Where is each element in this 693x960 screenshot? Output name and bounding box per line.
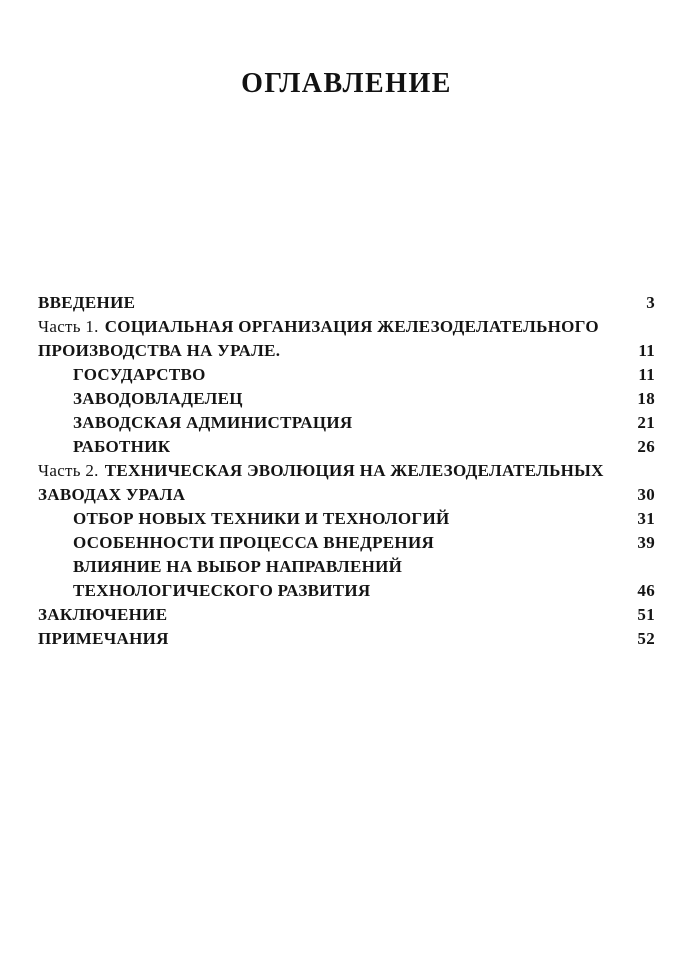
toc-entry-label: СОЦИАЛЬНАЯ ОРГАНИЗАЦИЯ ЖЕЛЕЗОДЕЛАТЕЛЬНОГО	[104, 317, 599, 336]
toc-entry-label: ОСОБЕННОСТИ ПРОЦЕССА ВНЕДРЕНИЯ	[73, 533, 435, 552]
toc-row	[38, 627, 655, 651]
toc-entry	[38, 315, 599, 339]
toc-entry-label: ТЕХНОЛОГИЧЕСКОГО РАЗВИТИЯ	[73, 581, 371, 600]
toc-row	[38, 531, 655, 555]
toc-entry	[73, 387, 243, 411]
toc-entry-label: ЗАВОДОВЛАДЕЛЕЦ	[73, 389, 243, 408]
toc-list	[38, 291, 655, 651]
toc-row	[38, 339, 655, 363]
toc-page-number: 52	[637, 629, 655, 648]
toc-page-number: 21	[637, 413, 655, 432]
toc-entry	[73, 435, 170, 459]
toc-row	[38, 363, 655, 387]
toc-entry	[38, 627, 169, 651]
toc-page-number: 31	[637, 509, 655, 528]
toc-entry-label: ЗАКЛЮЧЕНИЕ	[38, 605, 168, 624]
toc-entry-label: ОТБОР НОВЫХ ТЕХНИКИ И ТЕХНОЛОГИЙ	[73, 509, 450, 528]
page-title: ОГЛАВЛЕНИЕ	[241, 68, 452, 99]
toc-entry-label: ГОСУДАРСТВО	[73, 365, 206, 384]
toc-entry-label: ПРИМЕЧАНИЯ	[38, 629, 169, 648]
toc-row	[38, 603, 655, 627]
toc-entry	[38, 291, 135, 315]
toc-entry-label: ВЛИЯНИЕ НА ВЫБОР НАПРАВЛЕНИЙ	[73, 557, 403, 576]
toc-entry	[73, 507, 450, 531]
toc-page-number: 30	[637, 485, 655, 504]
toc-entry-label: ТЕХНИЧЕСКАЯ ЭВОЛЮЦИЯ НА ЖЕЛЕЗОДЕЛАТЕЛЬНЫХ	[104, 461, 604, 480]
toc-entry-label: РАБОТНИК	[73, 437, 171, 456]
toc-entry-label: ЗАВОДСКАЯ АДМИНИСТРАЦИЯ	[73, 413, 353, 432]
toc-entry	[73, 579, 371, 603]
toc-entry	[73, 363, 206, 387]
toc-entry-label: ПРОИЗВОДСТВА НА УРАЛЕ.	[38, 341, 281, 360]
toc-row	[38, 579, 655, 603]
toc-entry	[38, 483, 185, 507]
toc-page-number: 26	[637, 437, 655, 456]
toc-part-prefix: Часть 2.	[38, 461, 99, 480]
toc-page-number: 18	[637, 389, 655, 408]
toc-row	[38, 459, 655, 483]
toc-page-number: 51	[637, 605, 655, 624]
toc-entry-label: ВВЕДЕНИЕ	[38, 293, 136, 312]
toc-row	[38, 291, 655, 315]
toc-page-number: 46	[637, 581, 655, 600]
toc-page-number: 39	[637, 533, 655, 552]
toc-row	[38, 507, 655, 531]
toc-row	[38, 555, 655, 579]
toc-row	[38, 315, 655, 339]
toc-entry	[73, 555, 402, 579]
toc-entry	[38, 603, 167, 627]
toc-entry	[73, 411, 352, 435]
toc-page-number: 3	[646, 293, 655, 312]
toc-entry	[38, 459, 604, 483]
toc-page-number: 11	[638, 365, 655, 384]
toc-entry	[73, 531, 434, 555]
toc-entry	[38, 339, 280, 363]
toc-row	[38, 411, 655, 435]
toc-row	[38, 483, 655, 507]
toc-row	[38, 387, 655, 411]
toc-entry-label: ЗАВОДАХ УРАЛА	[38, 485, 186, 504]
toc-row	[38, 435, 655, 459]
toc-page-number: 11	[638, 341, 655, 360]
toc-part-prefix: Часть 1.	[38, 317, 99, 336]
